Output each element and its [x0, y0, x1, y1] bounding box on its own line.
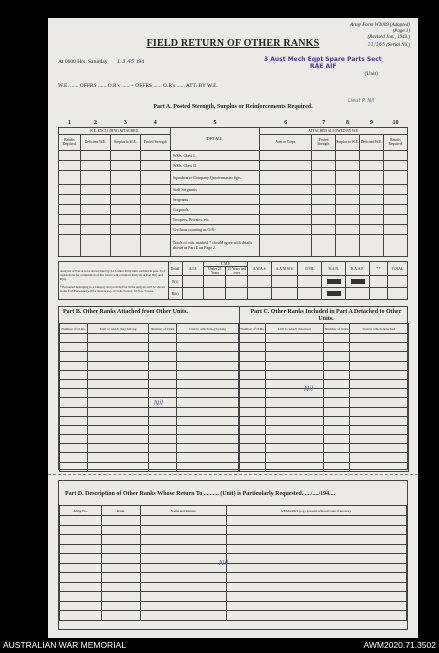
- col-number: 10: [392, 119, 399, 126]
- detail-header: DETAIL.: [170, 127, 260, 150]
- detail-row: [59, 150, 408, 160]
- table-row: [240, 435, 409, 444]
- part-a-table: [58, 119, 408, 257]
- unit-label: (Unit): [364, 71, 378, 77]
- part-b-head: Unit to which they belong: [87, 324, 149, 334]
- table-row: [60, 416, 239, 425]
- analysis-head: TOTAL: [387, 262, 407, 276]
- table-row: [240, 352, 409, 361]
- table-row: [60, 601, 407, 611]
- part-c-header-row: [240, 324, 409, 334]
- col-number: 1: [67, 119, 71, 126]
- table-row: [60, 592, 407, 602]
- table-row: [60, 525, 407, 535]
- analysis-head: Under 21 Years: [204, 267, 226, 276]
- col-header: Surplus to W.E.: [336, 134, 360, 150]
- analysis-head: R.A.N.: [322, 262, 346, 276]
- part-c-table: [239, 323, 409, 472]
- table-row: [60, 398, 239, 407]
- column-number-row: [59, 119, 408, 127]
- table-row: [240, 334, 409, 343]
- part-b-nil-handwriting: Nil: [154, 399, 164, 407]
- table-row: [60, 343, 239, 352]
- serial-no-label: (Serial No.): [386, 43, 410, 48]
- analysis-note: [59, 262, 169, 300]
- detail-label: Civilians counting as O.R.: [170, 224, 260, 234]
- table-row: [60, 435, 239, 444]
- detail-row: [59, 204, 408, 214]
- analysis-head: A.A.M.W.S.: [272, 262, 298, 276]
- part-d-section: [58, 480, 408, 630]
- detail-label: Sergeants: [170, 194, 260, 204]
- analysis-head: CIVIL: [298, 262, 322, 276]
- part-d-head: REMARKS (e.g., present whereabouts if known).: [226, 506, 406, 516]
- col-number: 8: [346, 119, 350, 126]
- unit-stamp-line1: 3 Aust Mech Eqpt Spare Parts Sect: [264, 56, 382, 63]
- table-row: [60, 352, 239, 361]
- table-row: [60, 453, 239, 462]
- col-header: Reinfts Required.: [59, 134, 81, 150]
- form-page: (Page 1): [392, 29, 410, 34]
- analysis-row-label: B(ii): [168, 288, 182, 300]
- col-number: 9: [369, 119, 373, 126]
- analysis-head: R.A.A.F.: [346, 262, 370, 276]
- part-c-head: Unit to which detached.: [350, 324, 409, 334]
- table-row: [60, 573, 407, 583]
- unit-stamp-line2: RAE AIF: [310, 63, 337, 70]
- part-d-title: Part D. Description of Other Ranks Whose Return To .......... (Unit) is Particularly Requested. ..../..../194....: [65, 491, 336, 497]
- table-row: [60, 334, 239, 343]
- analysis-head: * *: [370, 262, 388, 276]
- table-row: [240, 343, 409, 352]
- col-header: Reinfts Required.: [383, 134, 407, 150]
- table-row: [60, 563, 407, 573]
- detail-row: [59, 214, 408, 224]
- we-excluding-header: W.E. EXCLUDING ATTACHED.: [59, 127, 171, 134]
- detail-label: W.Os. Class I.: [170, 150, 260, 160]
- table-row: [240, 462, 409, 471]
- perforation-line: [48, 474, 418, 475]
- table-row: [60, 462, 239, 471]
- part-b-title: Part B. Other Ranks Attached from Other Units.: [63, 309, 188, 315]
- table-row: [60, 535, 407, 545]
- col-number: 3: [123, 119, 127, 126]
- table-row: [240, 444, 409, 453]
- footer-accession-number: AWM2020.71.3502: [363, 640, 436, 650]
- form-title: FIELD RETURN OF OTHER RANKS: [146, 38, 320, 49]
- table-row: [240, 361, 409, 370]
- unit-stamp: [264, 56, 382, 70]
- col-header: Posted Strength: [140, 134, 170, 150]
- analysis-head-cmf: C.M.F.: [204, 262, 248, 267]
- detail-label: Corporals: [170, 204, 260, 214]
- table-row: [60, 370, 239, 379]
- table-row: [60, 425, 239, 434]
- part-b-head: Number of O.Rs.: [149, 324, 177, 334]
- analysis-row-label: B(i): [168, 276, 182, 288]
- attached-allowed-header: ATTACHED ALLOWED BY W.E.: [260, 127, 408, 134]
- part-b-head: Number of O.Rs.: [60, 324, 88, 334]
- part-c-nil-handwriting: Nil: [304, 385, 314, 393]
- col-header: Surplus to W.E.: [110, 134, 140, 150]
- col-header: Posted Strength.: [312, 134, 336, 150]
- form-sheet: [48, 18, 418, 638]
- detail-row: [59, 194, 408, 204]
- detail-row: [59, 170, 408, 184]
- table-row: [240, 379, 409, 388]
- col-number: 5: [213, 119, 217, 126]
- part-b-head: Unit to which they belong: [177, 324, 239, 334]
- col-header: Arm or Corps.: [260, 134, 312, 150]
- serial-no-value: 11/165: [367, 42, 386, 48]
- table-row: [240, 370, 409, 379]
- table-row: [60, 407, 239, 416]
- analysis-note-text: Analysis of Part A to be shown here by ALL units. Only units entitled in para. 9 of instructions for compilation of this return will complete analysis of Part B(i) and B(ii).: [60, 268, 165, 281]
- time-label: At 0600 Hrs. Saturday: [58, 59, 108, 65]
- col-number: 2: [93, 119, 97, 126]
- part-d-head: Army No.: [60, 506, 102, 516]
- detail-label: Squadron or Company Quartermaster Sgts.: [170, 170, 260, 184]
- col-number: 4: [153, 119, 157, 126]
- table-row: [60, 389, 239, 398]
- part-b-c-section: [58, 306, 408, 470]
- col-number: 7: [322, 119, 326, 126]
- part-b-table: [59, 323, 239, 472]
- table-row: [60, 516, 407, 526]
- group-header-row: [59, 127, 408, 134]
- table-row: [60, 582, 407, 592]
- detail-row: [59, 160, 408, 170]
- part-c-head: Unit to which detached.: [265, 324, 324, 334]
- table-row: [240, 453, 409, 462]
- analysis-head: A.I.F.: [182, 262, 204, 276]
- analysis-note-text-2: * Personnel belonging to a category not provided for in the analysis will be shown in the Col. Personnel will be shown, e.g., 2/ U.K. Forces, 16 N.G. Forces.: [60, 284, 165, 293]
- table-row: [240, 407, 409, 416]
- table-row: [240, 425, 409, 434]
- detail-row: [59, 224, 408, 234]
- table-row: [60, 379, 239, 388]
- detail-label: Staff Sergeants: [170, 184, 260, 194]
- analysis-head: A.W.A.S.: [248, 262, 272, 276]
- table-row: [240, 416, 409, 425]
- table-row: [60, 444, 239, 453]
- col-number: 6: [284, 119, 288, 126]
- table-row: [60, 611, 407, 621]
- table-row: [240, 389, 409, 398]
- form-revised: (Revised Jan., 1943.): [367, 35, 410, 40]
- part-d-head: Rank.: [101, 506, 141, 516]
- table-row: [60, 361, 239, 370]
- archive-footer: [0, 638, 439, 653]
- table-row: [60, 554, 407, 564]
- col-header: Deficient W.E.: [360, 134, 384, 150]
- analysis-head: 21 Years and over: [227, 267, 247, 275]
- detail-row: [59, 184, 408, 194]
- col-header: Deficient W.E.: [80, 134, 110, 150]
- part-c-head: Number of O.Rs.: [240, 324, 266, 334]
- totals-row: [59, 234, 408, 256]
- table-row: [240, 398, 409, 407]
- year-label: 194: [135, 59, 144, 65]
- part-d-header-row: [60, 506, 407, 516]
- analysis-head: Detail: [168, 262, 182, 276]
- part-a-title: Part A. Posted Strength, Surplus or Reinforcements Required.: [153, 104, 313, 110]
- we-line: W.E. ...... OFFRS ...... O.R's ...... + OFFRS ...... O.R's ...... ATT. BY W.E.: [58, 83, 218, 89]
- analysis-table: [58, 261, 408, 300]
- part-c-head: Number of O.Rs.: [324, 324, 350, 334]
- form-name: Army Form W3009 (Adapted): [350, 23, 410, 28]
- part-d-table: [59, 505, 407, 621]
- corner-handwriting: Lieut P. Nil: [348, 98, 374, 104]
- part-c-title: Part C. Other Ranks Included in Part A Detached to Other Units.: [250, 309, 402, 322]
- detail-label: Troopers, Privates, etc.: [170, 214, 260, 224]
- detail-label: W.Os. Class II.: [170, 160, 260, 170]
- table-row: [60, 544, 407, 554]
- footer-institution: AUSTRALIAN WAR MEMORIAL: [3, 640, 126, 650]
- part-b-header-row: [60, 324, 239, 334]
- totals-label: Totals of cols. marked * should agree with details shown in Part E on Page 2.: [170, 234, 260, 256]
- part-d-head: Name and Initials.: [141, 506, 226, 516]
- date-value: 1.3.45: [116, 59, 135, 65]
- part-d-nil-handwriting: Nil: [219, 559, 229, 567]
